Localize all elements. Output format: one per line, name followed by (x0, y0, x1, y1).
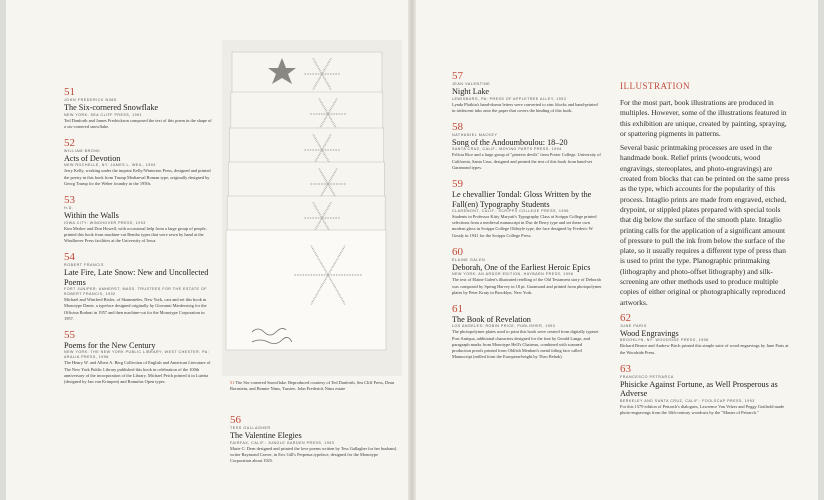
catalog-entry (64, 194, 212, 244)
illustration-essay (620, 80, 792, 423)
essay-heading: ILLUSTRATION (620, 81, 690, 91)
left-entries-column (64, 86, 212, 392)
catalog-entry (452, 178, 602, 239)
accordion-page (226, 230, 386, 350)
entry-publisher: NEW YORK: THE NEW YORK PUBLIC LIBRARY; WEST CHESTER, PA: ARALIA PRESS, 1996 (64, 350, 210, 360)
entry-title: The Six-cornered Snowflake (64, 103, 159, 112)
entry-number: 60 (452, 245, 463, 258)
entry-number: 62 (620, 311, 631, 324)
accordion-book-illustration (222, 40, 402, 376)
book-gutter (408, 0, 416, 500)
catalog-entry (452, 121, 602, 171)
entry-author: H.D. (64, 206, 74, 211)
entry-description: The photopolymer plates used to print this book were created from digitally typeset Post Antiqua, additional characters designed for the font by Gerald Lange, and paragraph marks from Monotype Hell's Chaireau, combined with scanned production proofs printed from Oldfish Menhart's metal titling face called Manuscript (milled from the European-height by Theo Rehak). (452, 329, 599, 360)
entry-author: JEAN VALENTINE (452, 82, 491, 86)
entry-author: FRANCESCO PETRARCA (620, 374, 674, 379)
entry-title: Acts of Devotion (64, 153, 121, 163)
catalog-entry (452, 303, 602, 361)
entry-description: Lynda Plotkin's hand-drawn letters were converted to zinc blocks and hand-printed in iridescent inks onto the paper that covers the binding of this book. (452, 101, 598, 113)
snowflake-book-photo (222, 40, 402, 376)
entry-description: Richard Bearce and Andrew Birch printed this simple suite of wood engravings by June Paris at the Woodside Press. (620, 343, 789, 355)
entry-description: Ted Danforth and James Fredrickson composed the text of this poem in the shape of a six-cornered snowflake. (64, 117, 212, 129)
entry-description: The Henry W. and Albert A. Berg Collection of English and American Literature of The New York Public Library published this book in celebration of the 100th anniversary of the incorporation of the Library. Michael Peich printed it in Lutetia (designed by Jan van Krimpen) and Romulus Open types. (64, 360, 211, 385)
entry-author: JUNE PARIS (620, 323, 647, 328)
catalog-entry (64, 251, 212, 322)
entry-number: 51 (64, 86, 75, 98)
entry-publisher: BROOKLYN, NY: WOODSIDE PRESS, 1996 (620, 338, 709, 343)
entry-description: Michael and Winifred Bixler, of Skaneateles, New York, cast and set this book in Monotype Dante, a typeface designed originally by Giovanni Mardersteig for the Officina Bodoni in 1957 and then machine-cut for the Monotype Corporation in 1957. (64, 297, 207, 321)
entry-description: Felicia Rice and a large group of "printers devils" from Porter College, University of California, Santa Cruz, designed and printed the text of this book from hand-set Garamond types. (452, 152, 601, 170)
entry-title: The Valentine Elegies (230, 431, 302, 440)
entry-publisher: NEW ROCHELLE, NY: JAMES L. WEIL, 1993 (64, 163, 156, 168)
catalog-entry (452, 246, 602, 296)
entry-number: 56 (230, 414, 241, 426)
entry-publisher: BERKELEY AND SANTA CRUZ, CALIF.: FOOLSCAP PRESS, 1993 (620, 398, 755, 403)
entry-title: Wood Engravings (620, 328, 679, 338)
entry-title: Poems for the New Century (64, 340, 156, 350)
entry-author: ELAINE GALEN (452, 257, 486, 262)
caption-number: 51 (230, 380, 235, 385)
entry-number: 55 (64, 328, 75, 341)
middle-entries-column (230, 414, 398, 471)
entry-number: 54 (64, 251, 75, 264)
entry-title: The Book of Revelation (452, 314, 531, 324)
entry-number: 58 (452, 120, 463, 133)
entry-title: Within the Walls (64, 211, 119, 221)
essay-paragraph: For the most part, book illustrations are produced in multiples. However, some of the illustrations featured in this exhibition are unique, created by painting, spraying, or spattering pigments in patterns. (620, 98, 787, 138)
entry-publisher: FORT JUNIPER: AMHERST, MASS. TRUSTEES FOR THE ESTATE OF ROBERT FRANCIS, 1992 (64, 287, 207, 297)
caption-text: The Six-cornered Snowflake. Reproduced courtesy of Ted Danforth, Sea Cliff Press, Dean Bornstein, and Bonnie Nims, Trustee, John Frederick Nims estate (230, 380, 395, 391)
entry-description: Marie C. Dern designed and printed the love poems written by Tess Gallagher for her husband, writer Raymond Carver, in Eric Gill's Perpetua typeface, designed for the Monotype Corporation about 1925. (230, 445, 397, 463)
entry-author: NATHANIEL MACKEY (452, 132, 498, 137)
entry-number: 59 (452, 178, 463, 191)
entry-publisher: NEW YORK: SEA CLIFF PRESS, 1991 (64, 112, 143, 117)
entry-author: TESS GALLAGHER (230, 426, 271, 430)
entry-publisher: IOWA CITY: WINDHOVER PRESS, 1993 (64, 220, 146, 225)
entry-title: Le chevallier Tondal: Gloss Written by the Fall(en) Typography Students (452, 190, 592, 209)
catalog-entry (620, 312, 792, 356)
entry-title: Deborah, One of the Earliest Heroic Epics (452, 262, 591, 272)
entry-number: 53 (64, 194, 75, 207)
catalog-entry (64, 86, 212, 130)
entry-description: Kim Merker and Don Howell, with occasional help from a large group of people, printed this book from machine-cut Bembo types that were sewn by hand at the Windhover Press facilities at the University of Iowa. (64, 225, 207, 243)
entry-number: 63 (620, 362, 631, 375)
entry-publisher: FAIRFAX, CALIF.: JUNGLE GARDEN PRESS, 1993 (230, 440, 335, 445)
catalog-entry (64, 137, 212, 187)
entry-number: 57 (452, 70, 463, 82)
entry-description: Jerry Kelly, working under the imprint Kelly/Winterton Press, designed and printed the poetry in this book from Trump Mediaeval Roman type, originally designed by Georg Trump for the Weber foundry in the 1950s. (64, 168, 211, 186)
entry-author: JOHN FREDERICK NIMS (64, 98, 117, 102)
entry-publisher: NEW YORK: AN ARDOR EDITION, HAYBARN PRESS, 1996 (452, 272, 574, 277)
entry-number: 52 (64, 136, 75, 149)
entry-description: Students in Professor Kitty Maryatt's Typography Class at Scripps College printed selections from a medieval manuscript in Duc de Berry type and set these own modern gloss in Scripps College Oldstyle type, the face designed by Frederic W. Goudy in 1941 for the Scripps College Press. (452, 214, 597, 238)
figure-caption (230, 380, 398, 392)
entry-publisher: SANTA CRUZ, CALIF.: MOVING PARTS PRESS, 1994 (452, 147, 562, 152)
essay-paragraph: Several basic printmaking processes are used in the handmade book. Relief prints (woodcuts, wood engravings, stereoplates, and photo-engravings) are created from blocks that can be printed on the same press as the type, which accounts for the popularity of this process. Intaglio prints are made from engraved, etched, drypoint, or stippled plates prepared with special tools that dig below the surface of the smooth plate. Intaglio printing calls for the application of a significant amount of pressure to pull the ink from below the surface of the plate, so it usually requires a different type of press than is used to print the type. Planographic printmaking (lithography and photo-offset lithography) and silk-screening are other methods used to produce multiple copies of either original or photographically reproduced artworks. (620, 143, 790, 307)
entry-number: 61 (452, 302, 463, 315)
entry-title: Phisicke Against Fortune, as Well Prosperous as Adverse (620, 379, 778, 399)
entry-author: WILLIAM BRONK (64, 148, 101, 153)
entry-description: The text of Elaine Galen's illustrated retelling of the Old Testament story of Deborah was composed by Spring Harvey in 18 pt. Garamond and printed from photopolymer plates by Peter Kruty in Brooklyn, New York. (452, 277, 602, 295)
entry-publisher: LOS ANGELES: ROBIN PRICE, PUBLISHER, 1993 (452, 324, 556, 329)
catalog-entry (452, 70, 602, 114)
catalog-entry (230, 414, 398, 464)
entry-title: Song of the Andoumboulou: 18–20 (452, 137, 568, 147)
catalog-entry (64, 329, 212, 385)
catalog-entry (620, 363, 792, 416)
entry-title: Night Lake (452, 87, 490, 96)
entry-title: Late Fire, Late Snow: New and Uncollected Poems (64, 268, 209, 287)
right-entries-column (452, 70, 602, 367)
entry-description: For this 1579 edition of Petrarch's dialogues, Lawrence Van Velzer and Peggy Gotthold made photo-engravings from the 16th-century woodcuts by the "Master of Petrarch." (620, 403, 785, 416)
entry-publisher: LEWISBURG, PA: PRESS OF APPLETREE ALLEY, 1993 (452, 96, 567, 101)
entry-publisher: CLAREMONT, CALIF.: SCRIPPS COLLEGE PRESS, 1996 (452, 209, 569, 214)
entry-author: ROBERT FRANCIS (64, 263, 105, 268)
